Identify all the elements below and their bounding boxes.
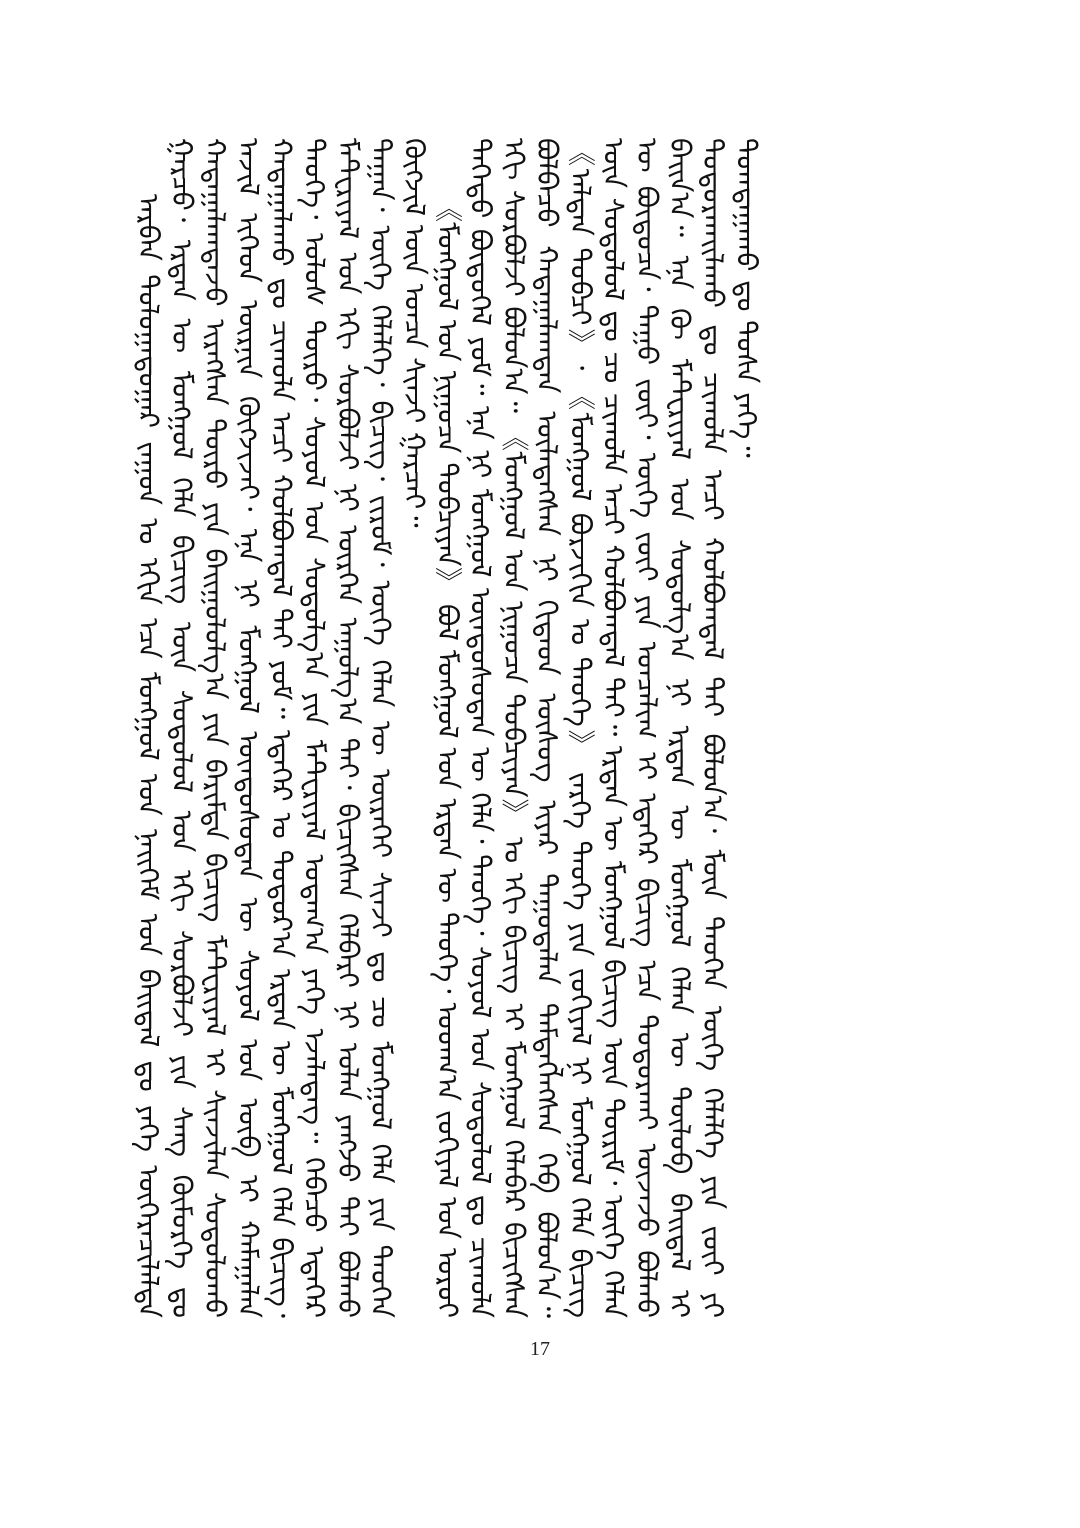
paragraph: ᠠᠷᠪᠠᠨ ᠳᠣᠯᠣᠭᠠᠳᠤᠭᠠᠷ ᠵᠠᠭᠤᠨ ᠤ ᠡᠬᠢᠨ ᠡᠴᠡ ᠮᠣᠩᠭᠣᠯ ᠤᠨ ᠨᠡᠢᠭᠡᠮ ᠤᠨ ᠪᠠᠢᠳᠠᠯ ᠳᠤ ᠶᠡᠬᠡ ᠥᠭᠡᠷᠡᠴᠢᠯᠡᠯᠲᠡ ᠭᠠᠷᠴᠤ᠂ ᠡᠷᠲᠡᠨ ᠦ ᠮᠣᠩᠭᠣᠯ ᠬᠡᠯᠡ ᠪᠢᠴᠢᠭ ᠦᠨ ᠰᠤᠳᠤᠯᠤᠯ ᠤᠨ ᠡᠬᠢ ᠰᠤᠷᠪᠤᠯᠵᠢ ᠶᠢᠨ ᠰᠠᠩ ᠬᠥᠮᠥᠷᠭᠡ ᠳᠤ ᠬᠠᠳᠠᠭᠠᠯᠠᠭᠳᠠᠵᠤ ᠢᠷᠡᠭᠰᠡᠨ ᠲᠥᠷᠦ ᠶᠢᠨ ᠪᠠᠢᠭᠤᠯᠤᠯᠭ᠎ᠠ ᠶᠢᠨ ᠪᠠᠷᠢᠮᠲᠠ ᠪᠢᠴᠢᠭ ᠮᠠᠲ᠋ᠧᠷᠢᠶᠠᠯ ᠢ ᠰᠢᠨᠵᠢᠯᠡᠨ ᠰᠤᠳᠤᠯᠤᠬᠤ ᠠᠵᠢᠯ ᠢᠬᠡᠳ ᠥᠷᠨᠢᠨ ᠬᠥᠭᠵᠢᠵᠡᠢ᠂ ᠡᠨᠡ ᠨᠢ ᠮᠣᠩᠭᠣᠯ ᠦᠨᠳᠦᠰᠦᠲᠡᠨ ᠦ ᠰᠣᠶᠣᠯ ᠤᠨ ᠦᠪ ᠢ ᠬᠠᠮᠠᠭᠠᠯᠠᠨ ᠬᠠᠳᠠᠭᠠᠯᠠᠬᠤ ᠳᠤ ᠴᠢᠬᠤᠯᠠ ᠠᠴᠢ ᠬᠣᠯᠪᠣᠭᠳᠠᠯ ᠲᠠᠢ ᠶᠤᠮ᠃ ᠡᠳᠡᠭᠡᠷ ᠤ ᠳᠣᠲᠣᠷ᠎ᠠ ᠡᠷᠲᠡᠨ ᠦ ᠮᠣᠩᠭᠣᠯ ᠬᠡᠯᠡ ᠪᠢᠴᠢᠭ᠂ ᠲᠡᠦᠬᠡ᠂ ᠤᠯᠤᠰ ᠲᠥᠷᠦ᠂ ᠰᠣᠶᠣᠯ ᠤᠨ ᠰᠤᠳᠤᠯᠭ᠎ᠠ ᠶᠢᠨ ᠮᠠᠲ᠋ᠧᠷᠢᠶᠠᠯ ᠤᠳᠠᠭ᠎ᠠ ᠶᠡᠬᠡ ᠡᠵᠡᠯᠡᠳᠡᠭ᠃ ᠭᠡᠪᠡᠴᠦ ᠡᠳᠡᠭᠡᠷ ᠮᠠᠲ᠋ᠧᠷᠢᠶᠠᠯ ᠤᠨ ᠡᠬᠢ ᠰᠤᠷᠪᠤᠯᠵᠢ ᠨᠢ ᠥᠷᠭᠡᠨ ᠠᠭᠤᠯᠭ᠎ᠠ ᠲᠠᠢ᠂ ᠪᠢᠴᠢᠭᠰᠡᠨ ᠬᠡᠯᠪᠡᠷᠢ ᠨᠢ ᠣᠯᠠᠨ ᠶᠠᠩᠵᠤ ᠲᠠᠢ ᠪᠣᠯᠬᠤ ᠳᠠᠭᠠᠨ᠂ ᠦᠭᠡ ᠬᠡᠯᠡᠯᠭᠡ᠂ ᠪᠢᠴᠢᠭ᠂ ᠵᠢᠷᠤᠮ᠂ ᠦᠭᠡ ᠬᠡᠯᠡᠨ ᠦ ᠦᠷᠡᠬᠡᠢ ᠰᠢᠨᠵᠢ ᠳᠤ ᠴᠤ ᠮᠣᠩᠭᠣᠯ ᠬᠡᠯᠡ ᠶᠢᠨ ᠲᠡᠦᠬᠡᠨ ᠬᠥᠭᠵᠢᠯ ᠦᠨ ᠣᠨᠴᠠ ᠰᠢᠨᠵᠢ ᠭᠠᠷᠴᠠᠢ᠃	[132, 138, 431, 1318]
page-number: 17	[530, 1338, 550, 1360]
paragraph: 《ᠮᠣᠩᠭᠣᠯ ᠤᠨ ᠨᠢᠭᠤᠴᠠ ᠲᠣᠪᠴᠢᠶᠠᠨ》 ᠪᠣᠯ ᠮᠣᠩᠭᠣᠯ ᠤᠨ ᠡᠷᠲᠡᠨ ᠦ ᠲᠡᠦᠬᠡ᠂ ᠤᠳᠬ᠎ᠠ ᠵᠣᠬᠢᠶᠠᠯ ᠤᠨ ᠣᠷᠣᠢ ᠳᠡᠭᠡᠳᠦ ᠪᠦᠲᠦᠭᠡᠯ ᠶᠤᠮ᠃ ᠡᠨᠡ ᠨᠢ ᠮᠣᠩᠭᠣᠯ ᠦᠨᠳᠦᠰᠦᠲᠡᠨ ᠦ ᠬᠡᠯᠡ᠂ ᠲᠡᠦᠬᠡ᠂ ᠰᠣᠶᠣᠯ ᠤᠨ ᠰᠤᠳᠤᠯᠤᠯ ᠳᠤ ᠴᠢᠬᠤᠯᠠ ᠡᠬᠢ ᠰᠤᠷᠪᠤᠯᠵᠢ ᠪᠣᠯᠤᠨ᠎ᠠ᠃ 《ᠮᠣᠩᠭᠣᠯ ᠤᠨ ᠨᠢᠭᠤᠴᠠ ᠲᠣᠪᠴᠢᠶᠠᠨ》 ᠤ ᠡᠬᠢ ᠪᠢᠴᠢᠭ ᠢ ᠮᠣᠩᠭᠣᠯ ᠬᠡᠯᠡᠪᠡᠷ ᠪᠢᠴᠢᠭᠰᠡᠨ ᠪᠣᠯᠪᠠᠴᠤ ᠬᠠᠳᠠᠭᠠᠯᠠᠭᠳᠠᠨ ᠦᠯᠡᠳᠡᠭᠰᠡᠨ ᠨᠢ ᠬᠢᠲᠠᠳ ᠦᠰᠦᠭ ᠢᠶᠡᠷ ᠳᠠᠭᠤᠳᠠᠯᠠᠨ ᠲᠡᠮᠳᠡᠭᠯᠡᠭᠰᠡᠨ ᠬᠡᠪ ᠪᠣᠯᠤᠨ᠎ᠠ᠃ 《ᠠᠯᠲᠠᠨ ᠲᠣᠪᠴᠢ》᠂ 《ᠮᠣᠩᠭᠣᠯ ᠪᠣᠷᠵᠢᠭᠢᠨ ᠤ ᠲᠡᠦᠬᠡ》 ᠵᠡᠷᠭᠡ ᠲᠡᠦᠬᠡ ᠶᠢᠨ ᠵᠣᠬᠢᠶᠠᠯ ᠨᠢ ᠮᠣᠩᠭᠣᠯ ᠬᠡᠯᠡ ᠪᠢᠴᠢᠭ ᠦᠨ ᠰᠤᠳᠤᠯᠤᠯ ᠳᠤ ᠴᠤ ᠴᠢᠬᠤᠯᠠ ᠠᠴᠢ ᠬᠣᠯᠪᠣᠭᠳᠠᠯ ᠲᠠᠢ᠃ ᠡᠷᠲᠡᠨ ᠦ ᠮᠣᠩᠭᠣᠯ ᠪᠢᠴᠢᠭ ᠦᠨ ᠳᠦᠷᠢᠮ᠂ ᠦᠭᠡ ᠬᠡᠯᠡᠨ ᠦ ᠪᠦᠲᠦᠴᠡ᠂ ᠳᠠᠭᠤ ᠵᠦᠢ᠂ ᠦᠭᠡ ᠵᠦᠢ ᠶᠢᠨ ᠣᠨᠴᠠᠯᠢᠭ ᠢ ᠡᠳᠡᠭᠡᠷ ᠪᠢᠴᠢᠭ ᠡᠴᠡ ᠲᠣᠳᠣᠷᠬᠠᠢ ᠦᠵᠡᠵᠦ ᠪᠣᠯᠬᠤ ᠪᠠᠢᠨ᠎ᠠ᠃ ᠡᠨᠡ ᠬᠦ ᠮᠠᠲ᠋ᠧᠷᠢᠶᠠᠯ ᠤᠨ ᠰᠤᠳᠤᠯᠭ᠎ᠠ ᠨᠢ ᠡᠷᠲᠡᠨ ᠦ ᠮᠣᠩᠭᠣᠯ ᠬᠡᠯᠡᠨ ᠦ ᠲᠥᠯᠥᠪ ᠪᠠᠢᠳᠠᠯ ᠢ ᠲᠣᠳᠤᠷᠬᠠᠢᠯᠠᠬᠤ ᠳᠤ ᠴᠢᠬᠤᠯᠠ ᠠᠴᠢ ᠬᠣᠯᠪᠣᠭᠳᠠᠯ ᠲᠠᠢ ᠪᠣᠯᠤᠨ᠎ᠠ᠂ ᠮᠥᠨ ᠲᠡᠦᠬᠡᠨ ᠦᠭᠡ ᠬᠡᠯᠡᠯᠭᠡ ᠶᠢᠨ ᠵᠦᠢ ᠶᠢ ᠲᠣᠭᠲᠠᠭᠠᠬᠤ ᠳᠤ ᠳᠤᠰᠠ ᠶᠡᠬᠡ᠃	[431, 138, 763, 1318]
body-text	[132, 138, 954, 1318]
